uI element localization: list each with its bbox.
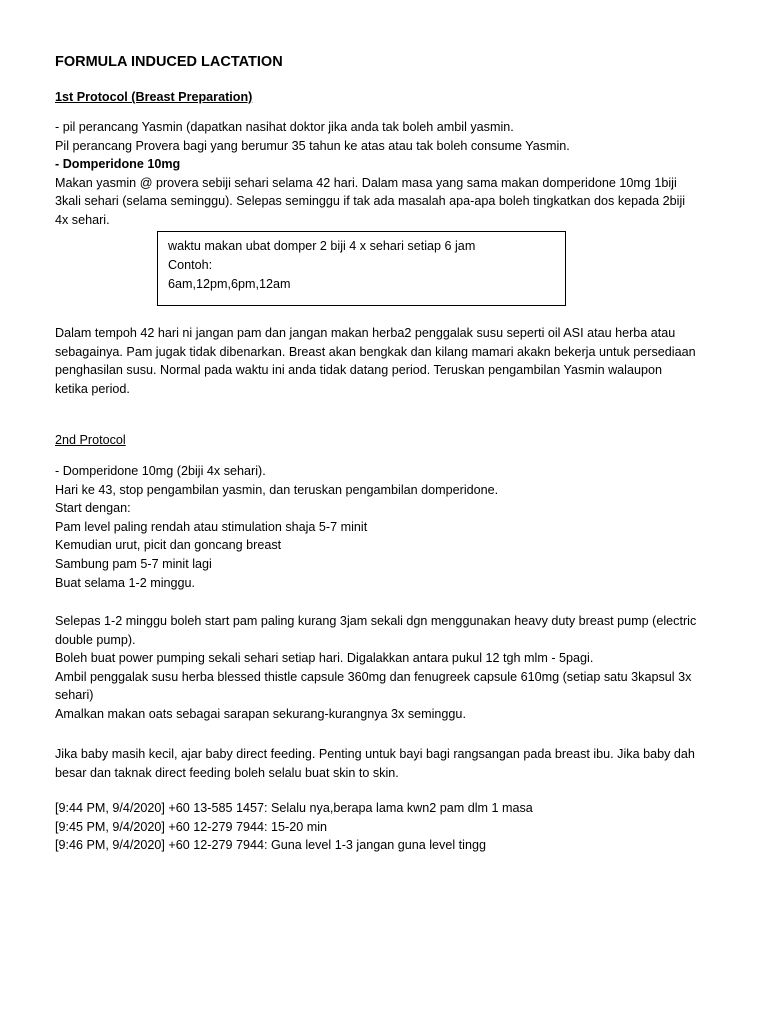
protocol1-line-5: 3kali sehari (selama seminggu). Selepas seminggu if tak ada masalah apa-apa boleh tingkatkan dos kepada 2biji	[55, 194, 686, 209]
protocol1-line-2: Pil perancang Provera bagi yang berumur 35 tahun ke atas atau tak boleh consume Yasmin.	[55, 138, 570, 153]
chat-message: [9:44 PM, 9/4/2020] +60 13-585 1457: Selalu nya,berapa lama kwn2 pam dlm 1 masa	[55, 801, 533, 815]
protocol1-line-3: - Domperidone 10mg	[55, 157, 181, 172]
box-line-1: waktu makan ubat domper 2 biji 4 x sehari setiap 6 jam	[168, 239, 476, 253]
protocol2-pumping	[55, 612, 715, 724]
paragraph-line: Dalam tempoh 42 hari ni jangan pam dan jangan makan herba2 penggalak susu seperti oil ASI atau herba atau	[55, 326, 676, 340]
protocol2-heading: 2nd Protocol	[55, 433, 126, 447]
protocol2-line: Selepas 1-2 minggu boleh start pam paling kurang 3jam sekali dgn menggunakan heavy duty breast pump (electric	[55, 614, 697, 628]
protocol2-line: Sambung pam 5-7 minit lagi	[55, 556, 212, 571]
chat-log	[55, 799, 715, 855]
box-line-2: Contoh:	[168, 258, 213, 272]
protocol1-instructions	[55, 118, 715, 230]
dosage-schedule-box	[157, 231, 566, 306]
protocol2-line: - Domperidone 10mg (2biji 4x sehari).	[55, 464, 266, 478]
protocol1-paragraph	[55, 324, 715, 398]
protocol2-line: Jika baby masih kecil, ajar baby direct feeding. Penting untuk bayi bagi rangsangan pada breast ibu. Jika baby dah	[55, 747, 695, 761]
protocol2-line: Start dengan:	[55, 501, 131, 516]
protocol1-line-4: Makan yasmin @ provera sebiji sehari selama 42 hari. Dalam masa yang sama makan domperidone 10mg 1biji	[55, 175, 677, 190]
paragraph-line: ketika period.	[55, 381, 130, 396]
protocol2-line: besar dan taknak direct feeding boleh selalu buat skin to skin.	[55, 765, 399, 780]
document-title: FORMULA INDUCED LACTATION	[55, 54, 283, 70]
protocol2-line: Ambil penggalak susu herba blessed thistle capsule 360mg dan fenugreek capsule 610mg (setiap satu 3kapsul 3x	[55, 669, 692, 684]
protocol2-line: Boleh buat power pumping sekali sehari setiap hari. Digalakkan antara pukul 12 tgh mlm - 5pagi.	[55, 651, 594, 666]
protocol2-line: Amalkan makan oats sebagai sarapan sekurang-kurangnya 3x seminggu.	[55, 706, 466, 721]
box-line-3: 6am,12pm,6pm,12am	[168, 277, 291, 291]
paragraph-line: sebagainya. Pam jugak tidak dibenarkan. Breast akan bengkak dan kilang mamari akakn bekerja untuk persediaan	[55, 344, 696, 359]
protocol1-line-1: - pil perancang Yasmin (dapatkan nasihat doktor jika anda tak boleh ambil yasmin.	[55, 120, 514, 134]
protocol2-line: Hari ke 43, stop pengambilan yasmin, dan teruskan pengambilan domperidone.	[55, 482, 499, 497]
protocol1-line-6: 4x sehari.	[55, 212, 110, 227]
chat-message: [9:46 PM, 9/4/2020] +60 12-279 7944: Guna level 1-3 jangan guna level tingg	[55, 838, 486, 853]
chat-message: [9:45 PM, 9/4/2020] +60 12-279 7944: 15-20 min	[55, 819, 328, 834]
paragraph-line: penghasilan susu. Normal pada waktu ini anda tidak datang period. Teruskan pengambilan Yasmin walaupon	[55, 363, 662, 378]
protocol2-line: Kemudian urut, picit dan goncang breast	[55, 538, 282, 553]
protocol2-line: Buat selama 1-2 minggu.	[55, 575, 196, 590]
protocol2-line: Pam level paling rendah atau stimulation shaja 5-7 minit	[55, 519, 368, 534]
protocol2-steps	[55, 462, 715, 592]
protocol2-line: double pump).	[55, 632, 136, 647]
protocol1-heading: 1st Protocol (Breast Preparation)	[55, 90, 253, 104]
protocol2-feeding	[55, 745, 715, 782]
protocol2-line: sehari)	[55, 688, 94, 703]
